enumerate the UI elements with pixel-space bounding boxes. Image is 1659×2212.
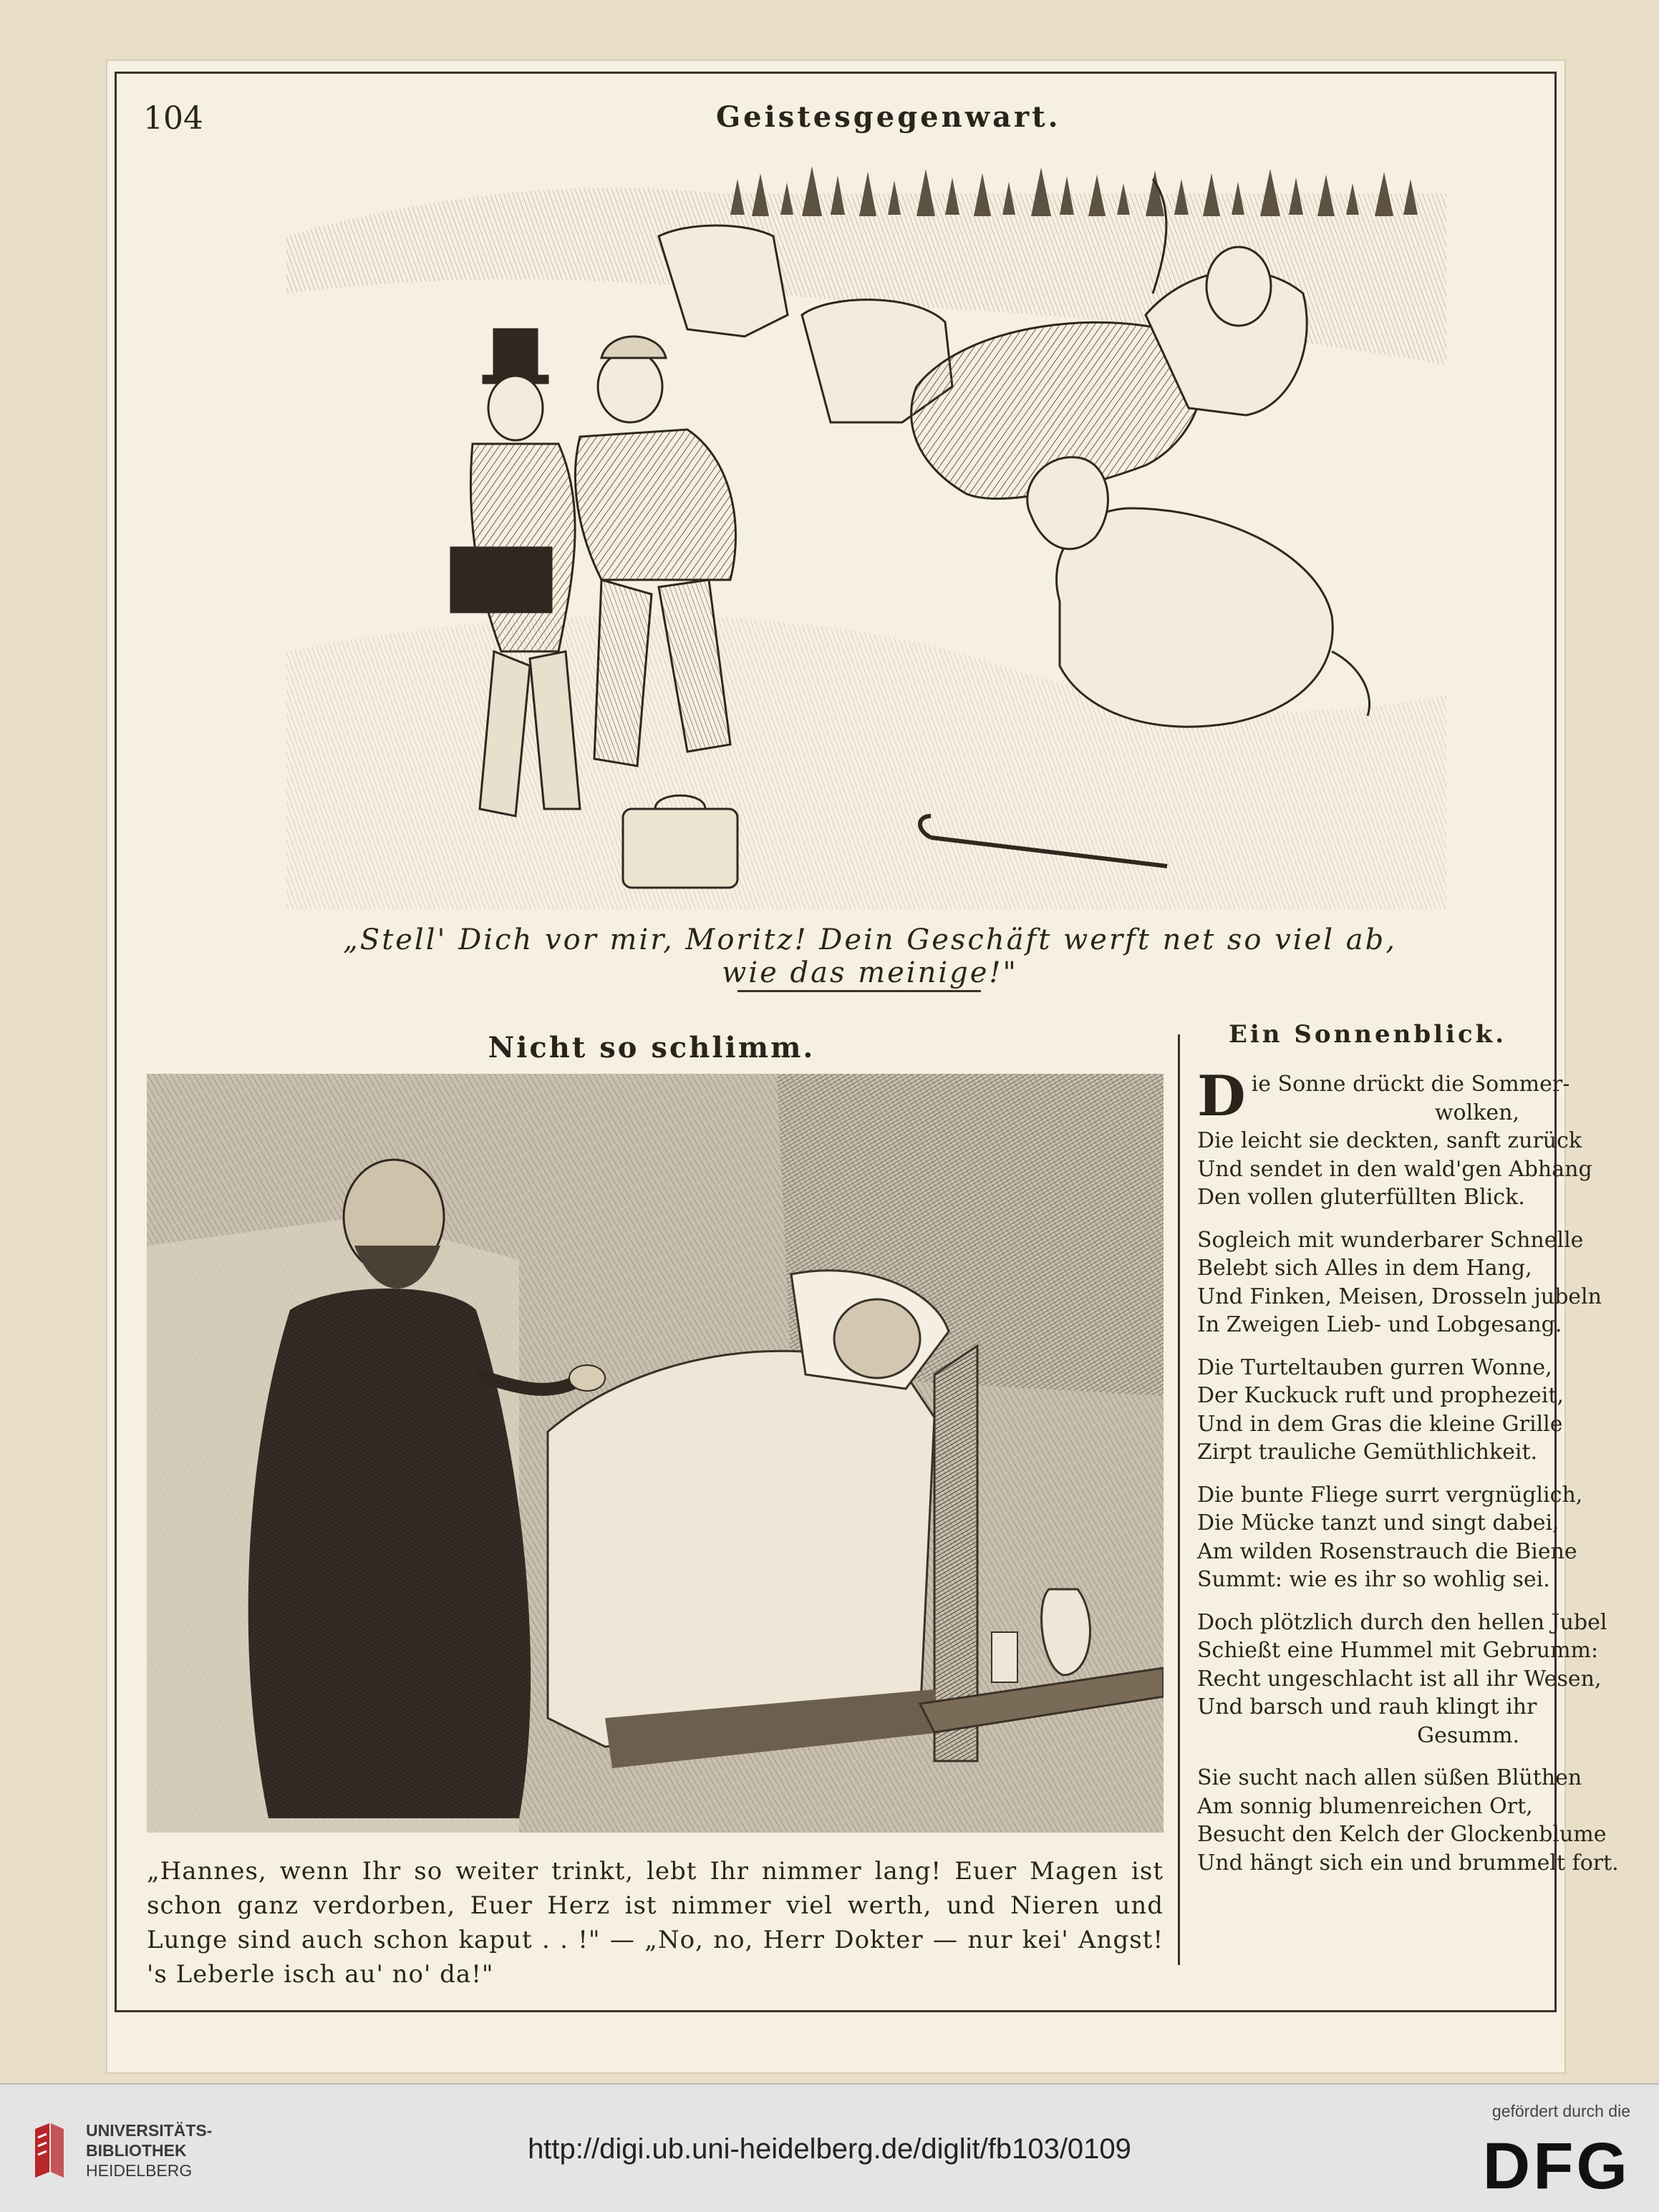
poem-stanza-6	[1197, 1764, 1619, 1877]
sponsor-text: gefördert durch die	[1491, 2102, 1630, 2120]
poem-line: Besucht den Kelch der Glockenblume	[1197, 1822, 1607, 1847]
permalink-url[interactable]: http://digi.ub.uni-heidelberg.de/diglit/fb103/0109	[528, 2133, 1131, 2165]
poem-dropcap: D	[1197, 1064, 1246, 1129]
library-name-line: UNIVERSITÄTS-	[86, 2121, 213, 2140]
page-number: 104	[143, 100, 203, 137]
section-divider	[737, 990, 981, 992]
poem-line: Und sendet in den wald'gen Abhang	[1197, 1156, 1592, 1182]
library-name-line: BIBLIOTHEK	[86, 2141, 187, 2160]
poem-line: Die leicht sie deckten, sanft zurück	[1197, 1128, 1582, 1153]
bottom-illustration-caption: „Hannes, wenn Ihr so weiter trinkt, lebt Ihr nimmer lang! Euer Magen ist schon ganz verdorben, Euer Herz ist nimmer viel werth, und Nieren und Lunge sind auch schon kaput . . !" — „No, no, Herr Dokter — nur kei' Angst! 's Leberle isch au' no' da!"	[147, 1857, 1164, 1989]
poem-line: Summt: wie es ihr so wohlig sei.	[1197, 1567, 1550, 1592]
poem-line: Zirpt trauliche Gemüthlichkeit.	[1197, 1440, 1538, 1465]
library-name-line: HEIDELBERG	[86, 2161, 193, 2180]
poem-body	[1197, 1064, 1619, 1891]
poem-line: Am sonnig blumenreichen Ort,	[1197, 1793, 1533, 1819]
poem-line: Recht ungeschlacht ist all ihr Wesen,	[1197, 1666, 1602, 1692]
poem-line: Und Finken, Meisen, Drosseln jubeln	[1197, 1284, 1602, 1309]
dfg-logo[interactable]: DFG	[1482, 2130, 1630, 2203]
poem-stanza-5	[1197, 1609, 1607, 1750]
poem-line: Der Kuckuck ruft und prophezeit,	[1197, 1383, 1564, 1408]
viewer-footer	[0, 2083, 1659, 2212]
top-illustration	[286, 150, 1446, 909]
poem-line: Belebt sich Alles in dem Hang,	[1197, 1256, 1532, 1281]
poem-line: Die Mücke tanzt und singt dabei,	[1197, 1510, 1559, 1536]
poem-line: Schießt eine Hummel mit Gebrumm:	[1197, 1638, 1599, 1663]
poem-line: wolken,	[1434, 1100, 1519, 1125]
section-title: Nicht so schlimm.	[488, 1031, 816, 1064]
poem-line: Sie sucht nach allen süßen Blüthen	[1197, 1765, 1582, 1790]
poem-stanza-2	[1197, 1226, 1602, 1339]
poem-line: Am wilden Rosenstrauch die Biene	[1197, 1538, 1577, 1564]
poem-line: ie Sonne drückt die Sommer-	[1251, 1072, 1570, 1097]
column-rule	[1178, 1034, 1180, 1965]
poem-stanza-3	[1197, 1354, 1564, 1467]
bottom-illustration	[147, 1074, 1164, 1833]
poem-line: Sogleich mit wunderbarer Schnelle	[1197, 1227, 1584, 1253]
page-header-title: Geistesgegenwart.	[716, 100, 1061, 134]
poem-line: Und barsch und rauh klingt ihr	[1197, 1694, 1537, 1719]
poem-stanza-4	[1197, 1481, 1583, 1594]
poem-line: Den vollen gluterfüllten Blick.	[1197, 1185, 1525, 1210]
poem-line: Die Turteltauben gurren Wonne,	[1197, 1354, 1552, 1380]
poem-line: Und in dem Gras die kleine Grille	[1197, 1411, 1563, 1437]
poem-stanza-1	[1197, 1064, 1592, 1212]
poem-line: Doch plötzlich durch den hellen Jubel	[1197, 1609, 1607, 1635]
poem-line: Gesumm.	[1417, 1722, 1519, 1748]
top-illustration-caption: „Stell' Dich vor mir, Moritz! Dein Geschäft werft net so viel ab, wie das meinige!"	[343, 923, 1397, 989]
poem-title: Ein Sonnenblick.	[1228, 1020, 1507, 1049]
poem-line: Die bunte Fliege surrt vergnüglich,	[1197, 1482, 1583, 1508]
poem-line: Und hängt sich ein und brummelt fort.	[1197, 1850, 1619, 1876]
poem-line: In Zweigen Lieb- und Lobgesang.	[1197, 1312, 1562, 1337]
